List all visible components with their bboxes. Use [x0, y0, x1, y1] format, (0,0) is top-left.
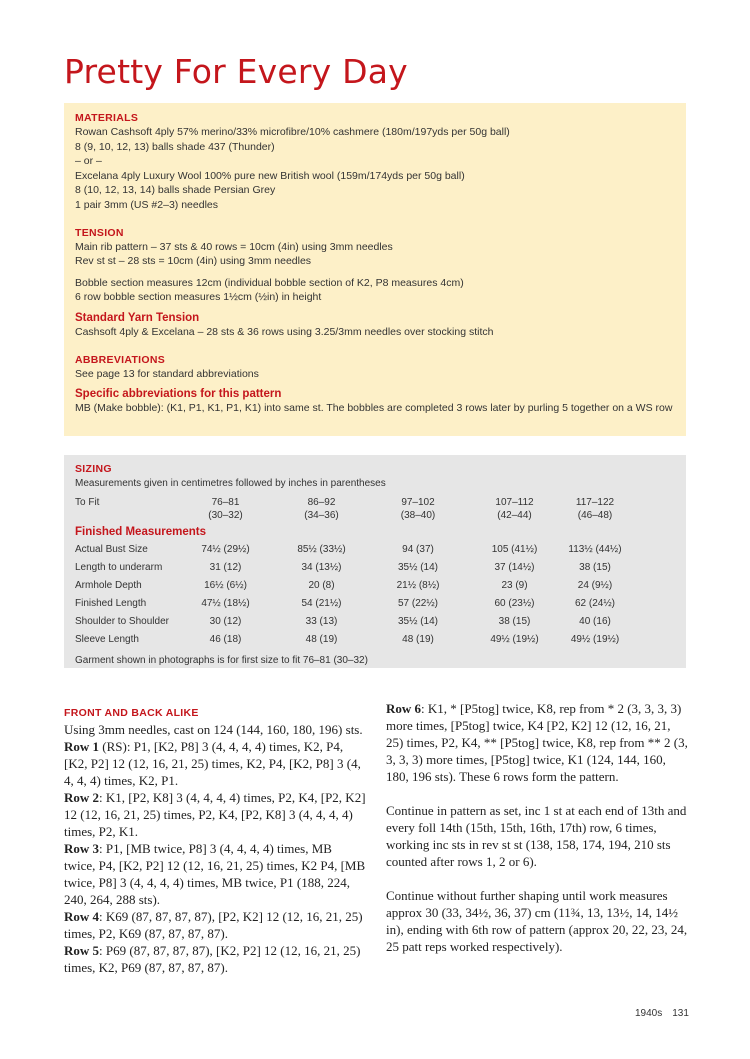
row-label: Row 5 — [64, 943, 100, 958]
to-fit-row — [75, 497, 675, 522]
row-instruction — [386, 700, 688, 785]
measurement-row — [75, 631, 675, 649]
measurement-value: 46 (18) — [209, 634, 242, 645]
row-label: Row 2 — [64, 790, 100, 805]
measurement-value: 49½ (19½) — [490, 634, 539, 645]
measurement-value: 40 (16) — [579, 616, 611, 627]
measurement-value: 35½ (14) — [397, 562, 439, 573]
measurement-value: 38 (15) — [498, 616, 531, 627]
tension-line: Rev st st – 28 sts = 10cm (4in) using 3mm needles — [75, 255, 312, 268]
materials-line: 8 (10, 12, 13, 14) balls shade Persian Grey — [75, 184, 276, 197]
to-fit-label: To Fit — [75, 497, 100, 508]
measurement-label: Sleeve Length — [75, 634, 139, 645]
to-fit-in: (38–40) — [400, 509, 436, 521]
specific-abbreviations-line: MB (Make bobble): (K1, P1, K1, P1, K1) into same st. The bobbles are completed 3 rows later by purling 5 together on a WS row — [75, 402, 673, 415]
row-text: : K69 (87, 87, 87, 87), [P2, K2] 12 (12, 16, 21, 25) times, P2, K69 (87, 87, 87, 87). — [64, 909, 363, 941]
specific-abbreviations-heading: Specific abbreviations for this pattern — [75, 388, 282, 401]
materials-line: Rowan Cashsoft 4ply 57% merino/33% microfibre/10% cashmere (180m/197yds per 50g ball) — [75, 126, 510, 138]
materials-line: – or – — [75, 155, 102, 168]
measurement-value: 16½ (6½) — [204, 580, 247, 591]
to-fit-in: (34–36) — [304, 509, 339, 521]
measurement-label: Shoulder to Shoulder — [75, 616, 169, 627]
standard-yarn-heading: Standard Yarn Tension — [75, 311, 200, 324]
instructions-right-column — [386, 700, 688, 955]
to-fit-cm: 86–92 — [307, 497, 336, 508]
section-label: 1940s — [635, 1008, 663, 1019]
measurement-value: 35½ (14) — [397, 616, 439, 627]
measurement-row — [75, 595, 675, 613]
measurement-row — [75, 613, 675, 631]
materials-line: Excelana 4ply Luxury Wool 100% pure new British wool (159m/174yds per 50g ball) — [75, 169, 465, 182]
sizing-heading: SIZING — [75, 463, 112, 475]
measurement-value: 85½ (33½) — [297, 544, 346, 555]
measurement-label: Actual Bust Size — [75, 544, 148, 555]
measurement-value: 21½ (8½) — [396, 580, 440, 591]
row-label: Row 1 — [64, 739, 100, 754]
sizing-intro: Measurements given in centimetres followed by inches in parentheses — [75, 478, 386, 489]
cast-on-instruction: Using 3mm needles, cast on 124 (144, 160, 180, 196) sts. — [64, 722, 363, 737]
standard-yarn-line: Cashsoft 4ply & Excelana – 28 sts & 36 rows using 3.25/3mm needles over stocking stitch — [75, 325, 494, 338]
tension-heading: TENSION — [75, 226, 124, 239]
to-fit-cm: 107–112 — [495, 497, 534, 508]
measurement-row — [75, 559, 675, 577]
to-fit-in: (42–44) — [497, 509, 532, 521]
measurement-value: 23 (9) — [501, 580, 528, 591]
measurement-value: 62 (24½) — [574, 598, 616, 609]
to-fit-in: (30–32) — [208, 509, 243, 521]
measurement-value: 24 (9½) — [577, 580, 613, 591]
page-title: Pretty For Every Day — [64, 52, 408, 91]
measurement-value: 113½ (44½) — [568, 544, 622, 555]
measurement-value: 30 (12) — [209, 616, 242, 627]
abbreviations-heading: ABBREVIATIONS — [75, 353, 166, 366]
measurement-value: 94 (37) — [402, 544, 434, 555]
measurement-value: 54 (21½) — [301, 598, 342, 609]
measurement-value: 31 (12) — [209, 562, 242, 573]
continue-instruction: Continue without further shaping until work measures approx 30 (33, 34½, 36, 37) cm (11¾, 13, 13½, 14, 14½ in), ending with 6th row of pattern (approx 20, 22, 23, 24, 25 patt reps worked respectively). — [386, 888, 688, 954]
front-back-heading: FRONT AND BACK ALIKE — [64, 707, 199, 719]
measurement-label: Armhole Depth — [75, 580, 142, 591]
row-instruction — [64, 942, 366, 976]
row-label: Row 6 — [386, 701, 422, 716]
row-text: : K1, [P2, K8] 3 (4, 4, 4, 4) times, P2, K4, [P2, K2] 12 (12, 16, 21, 25) times, P2, K4, [P2, K8] 3 (4, 4, 4, 4) times, P2, K1. — [64, 790, 366, 839]
measurement-value: 33 (13) — [305, 616, 338, 627]
row-instruction — [64, 789, 366, 840]
measurement-value: 48 (19) — [305, 634, 338, 645]
to-fit-cm: 97–102 — [401, 497, 435, 508]
measurement-label: Finished Length — [75, 598, 147, 609]
abbreviations-line: See page 13 for standard abbreviations — [75, 367, 259, 380]
increase-instruction: Continue in pattern as set, inc 1 st at each end of 13th and every foll 14th (15th, 15th, 16th, 17th) row, 6 times, working inc sts in rev st st (138, 158, 174, 194, 210 sts counted after rows 1, 2 or 6). — [386, 803, 687, 869]
measurement-value: 47½ (18½) — [201, 598, 250, 609]
measurement-row — [75, 577, 675, 595]
measurement-value: 48 (19) — [402, 634, 434, 645]
measurement-value: 20 (8) — [308, 580, 335, 591]
measurement-value: 49½ (19½) — [570, 634, 620, 645]
page-number: 131 — [672, 1008, 689, 1019]
tension-line: 6 row bobble section measures 1½cm (½in) in height — [75, 291, 322, 304]
measurement-value: 60 (23½) — [494, 598, 535, 609]
measurement-value: 105 (41½) — [491, 544, 538, 555]
row-instruction — [64, 738, 366, 789]
to-fit-in: (46–48) — [577, 509, 613, 521]
row-text: : P69 (87, 87, 87, 87), [K2, P2] 12 (12, 16, 21, 25) times, K2, P69 (87, 87, 87, 87). — [64, 943, 361, 975]
row-text: : K1, * [P5tog] twice, K8, rep from * 2 (3, 3, 3, 3) more times, [P5tog] twice, K4 [P2, K2] 12 (12, 16, 21, 25) times, P2, K4, ** [P5tog] twice, K8, rep from ** 2 (3, 3, 3, 3) more times, [P5tog] twice, K1 (124, 144, 160, 180, 196 sts). These 6 rows form the pattern. — [386, 701, 688, 784]
materials-panel — [64, 103, 686, 436]
to-fit-cm: 76–81 — [211, 497, 240, 508]
sizing-note: Garment shown in photographs is for first size to fit 76–81 (30–32) — [75, 655, 368, 666]
sizing-panel — [64, 455, 686, 668]
to-fit-cm: 117–122 — [575, 497, 615, 508]
row-label: Row 3 — [64, 841, 100, 856]
row-instruction — [64, 908, 366, 942]
measurement-value: 57 (22½) — [397, 598, 439, 609]
row-instruction — [64, 840, 366, 908]
measurement-row — [75, 541, 675, 559]
measurement-value: 38 (15) — [579, 562, 611, 573]
measurement-value: 74½ (29½) — [201, 544, 250, 555]
measurement-label: Length to underarm — [75, 562, 163, 573]
tension-line: Bobble section measures 12cm (individual bobble section of K2, P8 measures 4cm) — [75, 276, 464, 289]
instructions-left-column — [64, 705, 366, 976]
tension-line: Main rib pattern – 37 sts & 40 rows = 10cm (4in) using 3mm needles — [75, 240, 393, 253]
measurement-value: 37 (14½) — [494, 562, 535, 573]
materials-line: 1 pair 3mm (US #2–3) needles — [75, 198, 218, 211]
finished-measurements-heading: Finished Measurements — [75, 526, 207, 538]
row-text: (RS): P1, [K2, P8] 3 (4, 4, 4, 4) times, K2, P4, [K2, P2] 12 (12, 16, 21, 25) times, K2, P4, [K2, P8] 3 (4, 4, 4, 4) times, K2, P1. — [64, 739, 361, 788]
row-text: : P1, [MB twice, P8] 3 (4, 4, 4, 4) times, MB twice, P4, [K2, P2] 12 (12, 16, 21, 25) times, K2 P4, [MB twice, P8] 3 (4, 4, 4, 4) times, MB twice, P1 (188, 224, 240, 264, 288 sts). — [64, 841, 366, 907]
measurement-value: 34 (13½) — [301, 562, 342, 573]
materials-line: 8 (9, 10, 12, 13) balls shade 437 (Thunder) — [75, 140, 275, 153]
page-footer — [635, 1008, 689, 1019]
row-label: Row 4 — [64, 909, 100, 924]
materials-heading: MATERIALS — [75, 112, 139, 124]
